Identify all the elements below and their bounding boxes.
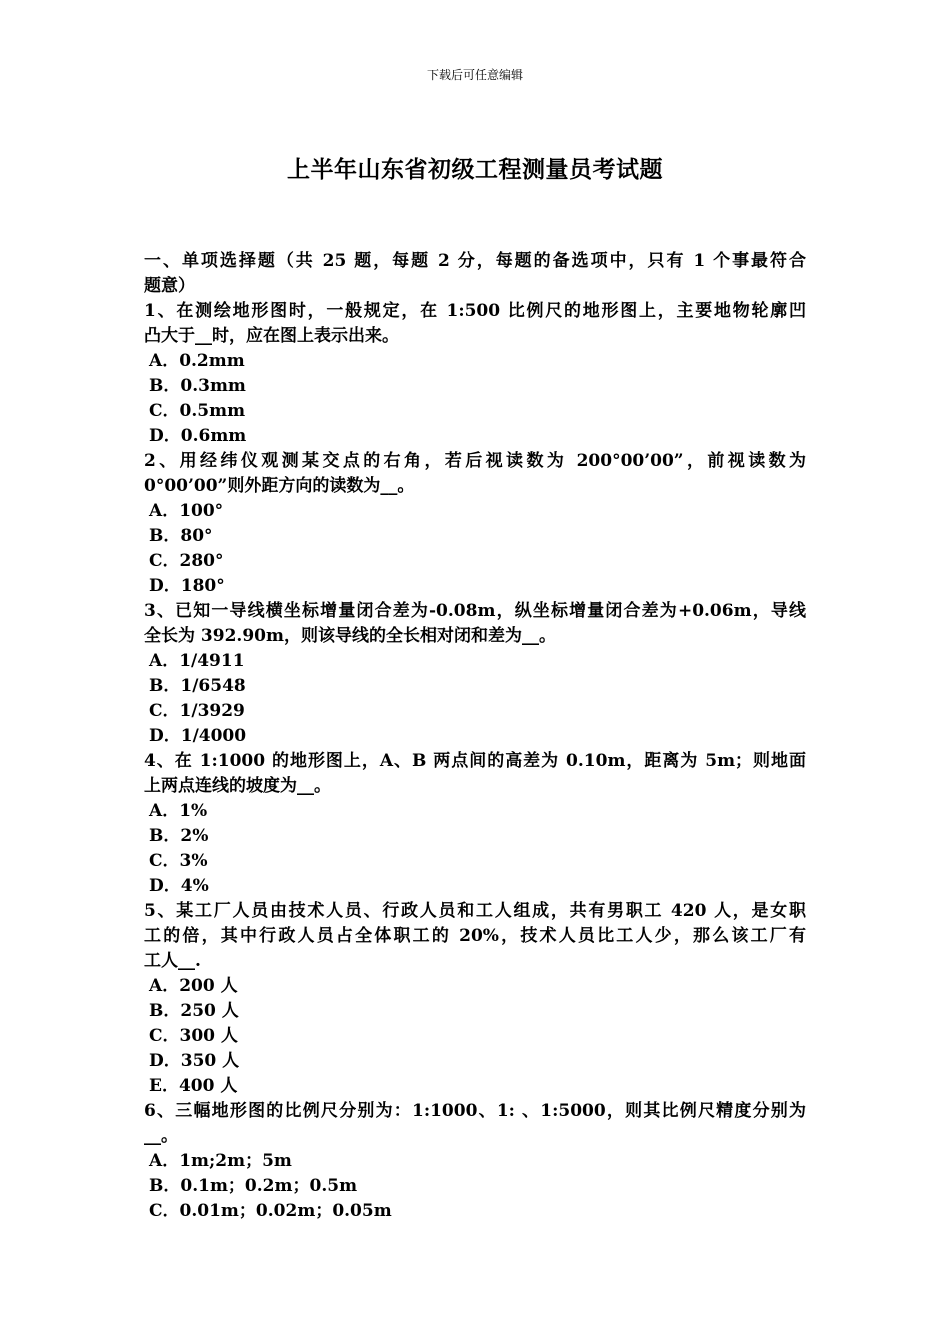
question-text-line: 工人__. bbox=[144, 951, 201, 971]
answer-option: A．200 人 bbox=[149, 976, 238, 996]
answer-option: D．1/4000 bbox=[149, 726, 247, 746]
question-text-line: 5、某工厂人员由技术人员、行政人员和工人组成，共有男职工 420 人，是女职 bbox=[144, 901, 806, 921]
answer-option: C．300 人 bbox=[149, 1026, 238, 1046]
question-text-line: 上两点连线的坡度为__。 bbox=[144, 776, 331, 796]
question-6 bbox=[144, 1099, 806, 1224]
question-text-line: 2、用经纬仪观测某交点的右角，若后视读数为 200°00’00”，前视读数为 bbox=[144, 451, 806, 471]
answer-option: B．2% bbox=[149, 826, 209, 846]
question-text-line: 工的倍，其中行政人员占全体职工的 20%，技术人员比工人少，那么该工厂有 bbox=[144, 926, 806, 946]
answer-option: B．1/6548 bbox=[149, 676, 246, 696]
answer-option: C．0.5mm bbox=[149, 401, 246, 421]
question-text-line: 0°00’00”则外距方向的读数为__。 bbox=[144, 476, 415, 496]
question-2 bbox=[144, 449, 806, 599]
question-text-line: 6、三幅地形图的比例尺分别为：1:1000、1: 、1:5000，则其比例尺精度分别为 bbox=[144, 1101, 806, 1121]
question-4 bbox=[144, 749, 806, 899]
question-text-line: 1、在测绘地形图时，一般规定，在 1:500 比例尺的地形图上，主要地物轮廓凹 bbox=[144, 301, 806, 321]
answer-option: B．0.3mm bbox=[149, 376, 246, 396]
answer-option: A．100° bbox=[149, 501, 224, 521]
document-body bbox=[144, 249, 806, 1224]
document-title: 上半年山东省初级工程测量员考试题 bbox=[287, 156, 663, 183]
answer-option: C．0.01m；0.02m；0.05m bbox=[149, 1201, 392, 1221]
answer-option: B．0.1m；0.2m；0.5m bbox=[149, 1176, 358, 1196]
question-5 bbox=[144, 899, 806, 1099]
question-1 bbox=[144, 299, 806, 449]
answer-option: E．400 人 bbox=[149, 1076, 238, 1096]
answer-option: D．4% bbox=[149, 876, 209, 896]
answer-option: D．0.6mm bbox=[149, 426, 247, 446]
page-header-note: 下载后可任意编辑 bbox=[426, 68, 523, 82]
answer-option: A．1/4911 bbox=[149, 651, 245, 671]
question-text-line: __。 bbox=[144, 1126, 178, 1146]
section-heading-line: 一、单项选择题（共 25 题，每题 2 分，每题的备选项中，只有 1 个事最符合 bbox=[144, 251, 806, 271]
answer-option: C．280° bbox=[149, 551, 224, 571]
answer-option: C．3% bbox=[149, 851, 208, 871]
question-text-line: 3、已知一导线横坐标增量闭合差为-0.08m，纵坐标增量闭合差为+0.06m，导线 bbox=[144, 601, 806, 621]
answer-option: C．1/3929 bbox=[149, 701, 245, 721]
answer-option: D．180° bbox=[149, 576, 225, 596]
answer-option: A．1% bbox=[149, 801, 208, 821]
question-text-line: 4、在 1:1000 的地形图上，A、B 两点间的高差为 0.10m，距离为 5m；则地面 bbox=[144, 751, 806, 771]
question-text-line: 全长为 392.90m，则该导线的全长相对闭和差为__。 bbox=[144, 626, 556, 646]
question-3 bbox=[144, 599, 806, 749]
question-text-line: 凸大于__时，应在图上表示出来。 bbox=[144, 326, 399, 346]
answer-option: B．80° bbox=[149, 526, 213, 546]
section-heading-line: 题意） bbox=[144, 276, 195, 296]
answer-option: B．250 人 bbox=[149, 1001, 239, 1021]
answer-option: A．1m;2m；5m bbox=[149, 1151, 292, 1171]
answer-option: A．0.2mm bbox=[149, 351, 245, 371]
answer-option: D．350 人 bbox=[149, 1051, 240, 1071]
